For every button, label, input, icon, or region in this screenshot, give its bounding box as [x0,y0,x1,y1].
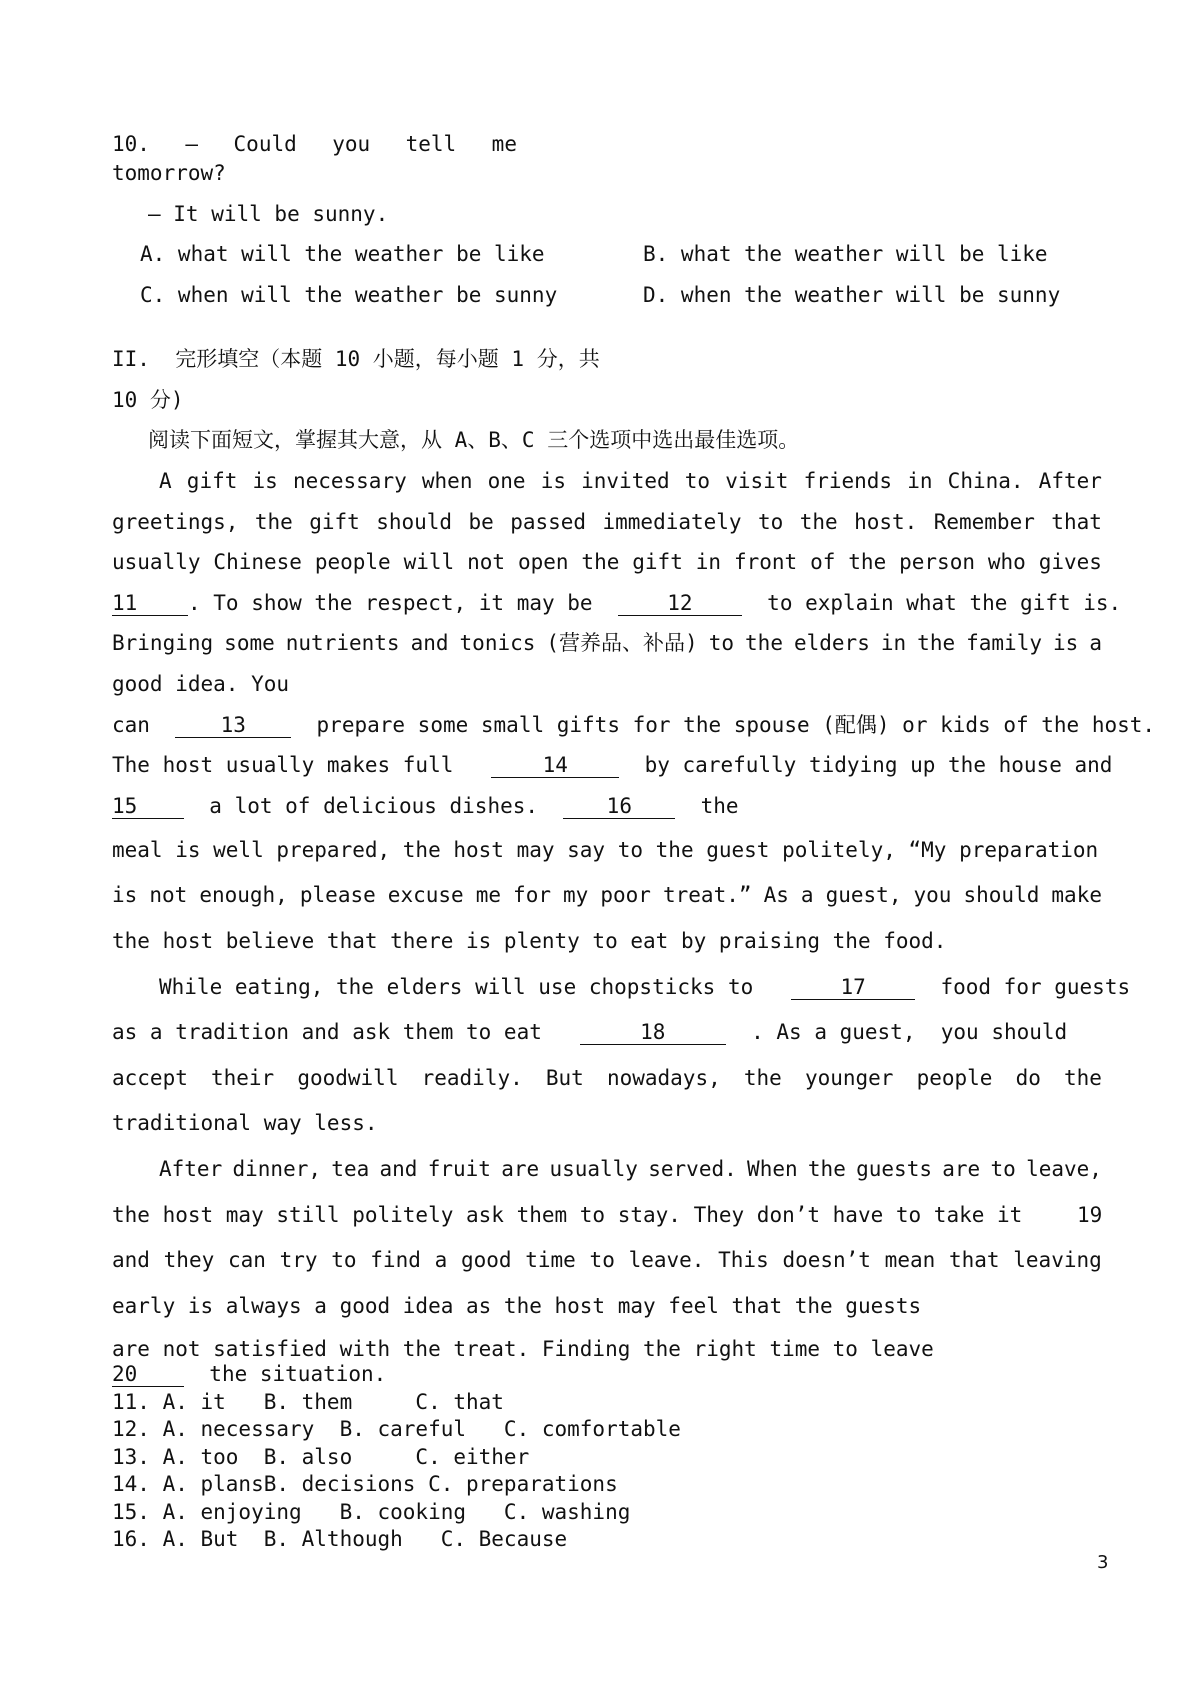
passage-word: the [581,550,620,574]
passage-word: This [718,1248,769,1272]
blank-20: 20 [112,1362,184,1387]
passage-line [112,710,1155,740]
passage-line: the host believe that there is plenty to eat by praising the food. [112,929,947,953]
passage-word: will [403,550,455,574]
q10-option-c: C. when will the weather be sunny [140,283,558,307]
passage-word: not [467,550,506,574]
passage-line [112,1361,386,1387]
passage-word: person [899,550,975,574]
passage-word: to [684,469,711,493]
passage-word: mean [884,1248,936,1272]
passage-word: served. [648,1157,737,1181]
blank-13: 13 [175,713,291,738]
passage-word: After [1038,469,1102,493]
passage-word: a [434,1248,448,1272]
passage-word: to [758,510,784,534]
passage-word: who [987,550,1026,574]
passage-word: Chinese [213,550,302,574]
passage-line [112,588,1121,618]
passage-word: food for guests [940,975,1131,999]
page-number: 3 [1097,1552,1109,1573]
passage-word: greetings, [112,510,239,534]
passage-word: of [810,550,836,574]
passage-line [112,750,1112,780]
passage-word: and [410,631,449,655]
passage-line [159,1154,1102,1184]
passage-word: invited [581,469,670,493]
option-row: 15. A. enjoying B. cooking C. washing [112,1500,631,1524]
passage-word: Remember [933,510,1035,534]
passage-word: people [314,550,391,574]
passage-word: they [163,1248,215,1272]
passage-word: elders [793,631,870,655]
passage-word: for [513,883,551,907]
passage-word: immediately [602,510,742,534]
passage-word: host. [854,510,918,534]
passage-word: time [525,1248,576,1272]
passage-word: one [487,469,526,493]
passage-word: do [1015,1066,1041,1090]
passage-word: tonics [459,631,536,655]
q10-word: 10. [112,132,150,156]
passage-word: leaving [1013,1248,1102,1272]
passage-word: people [916,1066,993,1090]
q10-answer: — It will be sunny. [148,202,389,226]
passage-line [112,507,1102,537]
passage-word: as a tradition and ask them to eat [112,1020,542,1044]
passage-word: goodwill [297,1066,399,1090]
passage-word: their [210,1066,275,1090]
passage-word: please [299,883,376,907]
passage-word: the [745,631,783,655]
passage-word: poor [600,883,651,907]
passage-word: leave, [1026,1157,1102,1181]
passage-word: are [942,1157,981,1181]
passage-word: necessary [292,469,407,493]
passage-word: gift [309,510,360,534]
passage-line [112,1017,1067,1047]
passage-line [112,791,739,821]
blank-18: 18 [580,1020,726,1045]
passage-word: gift [186,469,238,493]
passage-word: to explain what the gift is. [767,591,1122,615]
passage-word: the [254,510,293,534]
passage-line [112,547,1102,577]
passage-word: usually [549,1157,638,1181]
passage-line: good idea. You [112,672,290,696]
passage-word: a [1089,631,1102,655]
passage-word: enough, [199,883,288,907]
q10-word: Could [233,132,297,156]
passage-word: make [1051,883,1102,907]
passage-word: dinner, [232,1157,322,1181]
passage-word: to [589,1248,615,1272]
passage-word: the [799,510,838,534]
passage-word: to [331,1248,357,1272]
passage-word: and [112,1248,150,1272]
passage-word: A [159,469,172,493]
passage-line: are not satisfied with the treat. Finding the right time to leave [112,1337,934,1361]
passage-line [112,1245,1102,1275]
passage-word: can [227,1248,266,1272]
passage-word: good [460,1248,512,1272]
passage-line: meal is well prepared, the host may say to the guest politely, “My preparation [112,838,1099,862]
section-instruction: 阅读下面短文，掌握其大意，从 A、B、C 三个选项中选出最佳选项。 [148,428,800,452]
q10-word: tell [405,132,457,156]
passage-word: The host usually makes full [112,753,454,777]
passage-word: a lot of delicious dishes. [209,794,539,818]
passage-word: nutrients [285,631,400,655]
passage-word: in [907,469,933,493]
passage-word: accept [112,1066,188,1090]
passage-word: is [1053,631,1079,655]
passage-word: gives [1038,550,1102,574]
passage-word: the [743,1066,782,1090]
passage-word: doesn’t [782,1248,871,1272]
passage-word: prepare some small gifts for the spouse (配偶) or kids of the host. [316,713,1156,737]
passage-word: family [966,631,1042,655]
passage-word: to [990,1157,1016,1181]
passage-word: . As a guest, you should [751,1020,1068,1044]
passage-word: some [224,631,275,655]
passage-word: find [370,1248,421,1272]
section-heading: II. 完形填空（本题 10 小题，每小题 1 分，共 [112,347,600,371]
passage-word: As [763,883,789,907]
passage-word: the situation. [209,1362,387,1386]
passage-word: me [475,883,501,907]
passage-word: China. [947,469,1024,493]
passage-word: . To show the respect, it may be [188,591,593,615]
blank-15: 15 [112,794,184,819]
q10-stem-line2: tomorrow? [112,161,226,185]
section-heading-cont: 10 分) [112,388,184,412]
passage-word: can [112,713,150,737]
passage-word: nowadays, [606,1066,721,1090]
q10-word: — [185,132,199,156]
passage-word: (营养品、补品) [546,631,698,655]
passage-word: the [917,631,956,655]
passage-word: is [252,469,278,493]
passage-line [112,1063,1102,1093]
passage-word: the [848,550,887,574]
passage-word: readily. [421,1066,523,1090]
blank-11: 11 [112,591,188,616]
blank-17: 17 [791,975,915,1000]
passage-word: When [747,1157,798,1181]
passage-word: and [379,1157,418,1181]
passage-word: try [279,1248,318,1272]
passage-word: is [540,469,566,493]
passage-word: open [517,550,569,574]
passage-word: treat.” [663,883,752,907]
passage-word: is [112,883,138,907]
passage-word: front [733,550,798,574]
passage-word: be [468,510,494,534]
passage-word: in [695,550,722,574]
passage-line [112,880,1102,910]
q10-option-a: A. what will the weather be like [140,242,545,266]
passage-word: should [963,883,1040,907]
q10-option-b: B. what the weather will be like [643,242,1048,266]
passage-word: guests [856,1157,932,1181]
passage-word: usually [112,550,201,574]
q10-stem-line1 [112,129,517,159]
q10-word: you [332,132,371,156]
blank-16: 16 [563,794,675,819]
passage-word: leave. [628,1248,705,1272]
passage-line [159,466,1102,496]
passage-word: in [880,631,907,655]
passage-word: when [421,469,473,493]
passage-line: the host may still politely ask them to stay. They don’t have to take it [112,1203,1023,1227]
passage-word: But [545,1066,584,1090]
passage-word: excuse [387,883,464,907]
option-row: 13. A. too B. also C. either [112,1445,530,1469]
passage-line [112,628,1102,658]
passage-word: visit [725,469,789,493]
passage-word: are [501,1157,540,1181]
passage-word: the [1063,1066,1102,1090]
passage-word: tea [331,1157,370,1181]
option-row: 16. A. But B. Although C. Because [112,1527,568,1551]
passage-word: the [807,1157,846,1181]
passage-word: gift [632,550,683,574]
passage-word: After [159,1157,223,1181]
passage-word: While eating, the elders will use chopsticks to [159,975,754,999]
passage-word: you [913,883,952,907]
q10-option-d: D. when the weather will be sunny [643,283,1061,307]
option-row: 12. A. necessary B. careful C. comfortable [112,1417,681,1441]
passage-word: friends [803,469,893,493]
passage-word: that [1051,510,1102,534]
passage-line: early is always a good idea as the host may feel that the guests [112,1294,922,1318]
passage-word: not [149,883,188,907]
passage-word: my [563,883,589,907]
q10-word: me [491,132,517,156]
passage-word: should [376,510,453,534]
passage-word: guest, [825,883,902,907]
passage-word: a [800,883,814,907]
passage-line: traditional way less. [112,1111,378,1135]
passage-line [159,972,1130,1002]
blank-14: 14 [491,753,619,778]
blank-19: 19 [1077,1203,1103,1227]
passage-word: to [708,631,735,655]
passage-word: by carefully tidying up the house and [644,753,1113,777]
passage-word: passed [510,510,587,534]
blank-12: 12 [618,591,742,616]
passage-word: the [700,794,739,818]
passage-word: fruit [427,1157,491,1181]
passage-word: that [948,1248,1000,1272]
option-row: 11. A. it B. them C. that [112,1390,504,1414]
passage-word: Bringing [112,631,214,655]
option-row: 14. A. plansB. decisions C. preparations [112,1472,618,1496]
passage-word: younger [804,1066,894,1090]
